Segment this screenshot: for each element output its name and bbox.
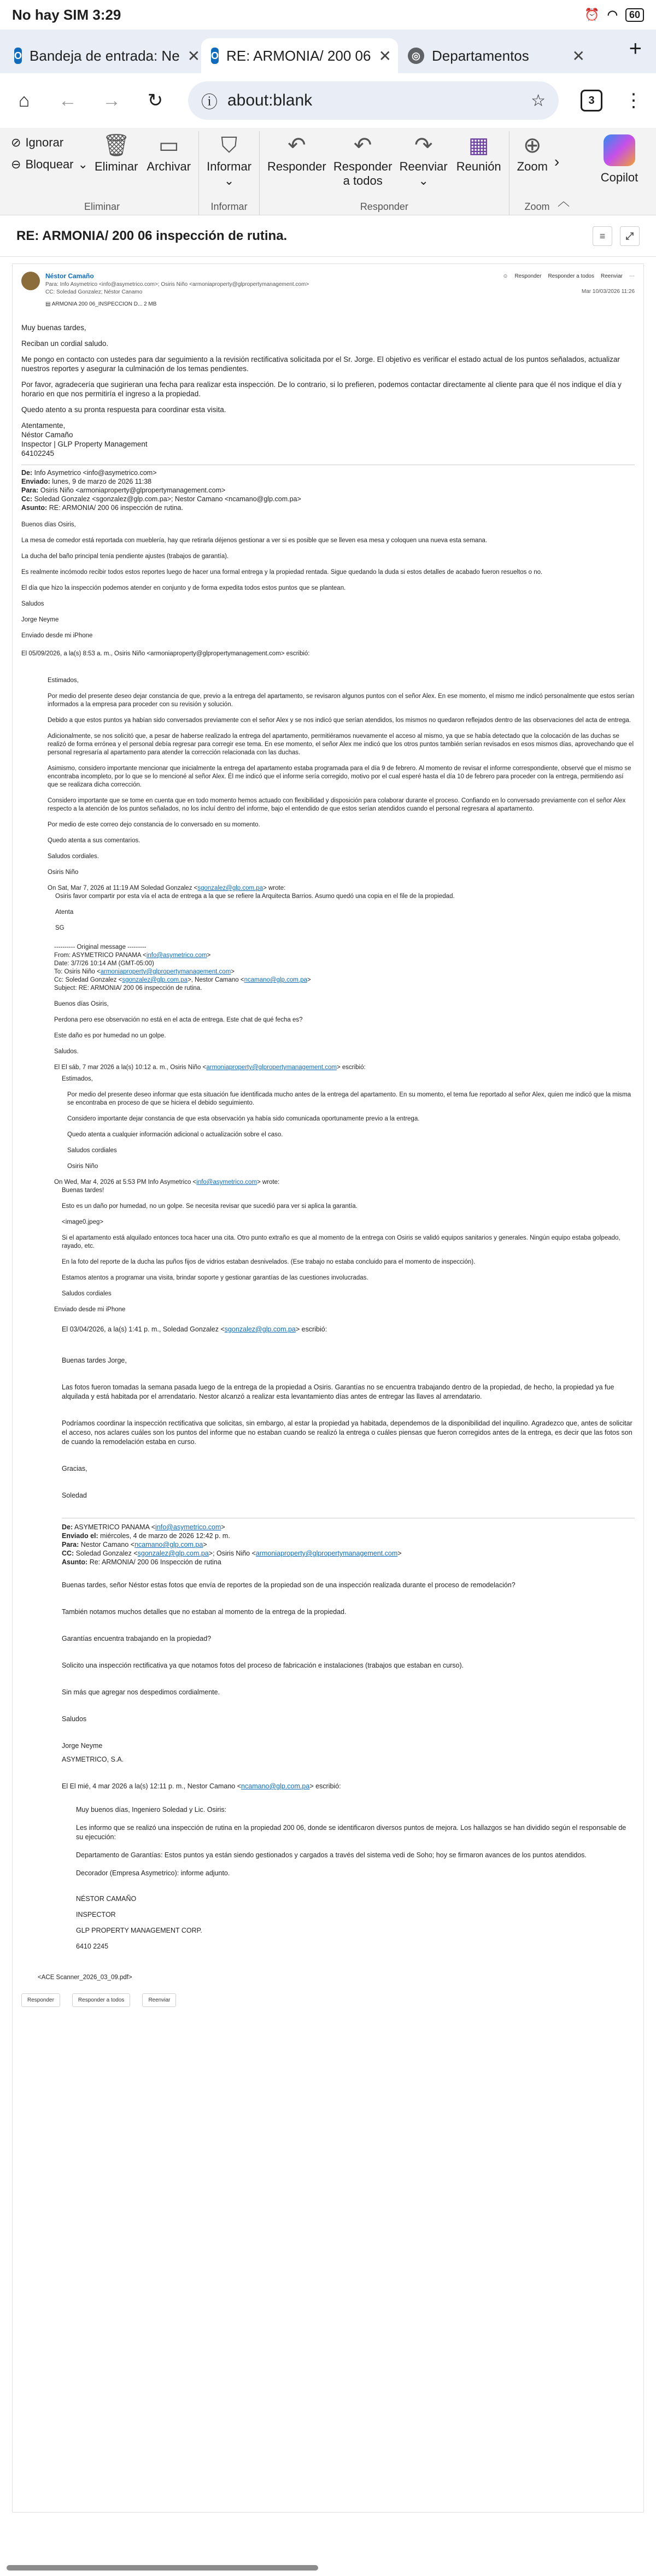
email-link[interactable]: sgonzalez@glp.com.pa xyxy=(197,885,263,891)
close-icon[interactable]: ✕ xyxy=(187,47,201,64)
body-text: En la foto del reporte de la ducha las puños fijos de vidrios estaban desnivelados. (Ese trabajo no estaba concluido para el momento de inspección). xyxy=(62,1259,476,1265)
body-text: Osiris Niño xyxy=(67,1163,98,1170)
pdf-icon: ▤ xyxy=(45,301,52,307)
alarm-icon: ⏰ xyxy=(584,8,600,21)
intro-text: On Sat, Mar 7, 2026 at 11:19 AM Soledad Gonzalez < xyxy=(48,885,198,891)
block-label: Bloquear xyxy=(25,157,74,171)
copilot-button[interactable] xyxy=(589,134,649,185)
ignore-label: Ignorar xyxy=(25,136,64,149)
quote-intro xyxy=(54,1064,635,1072)
body-section-5 xyxy=(54,943,635,1171)
fwd-cc: >; Osiris Niño < xyxy=(208,1550,256,1557)
body-text: Las fotos fueron tomadas la semana pasada luego de la entrega de la propiedad a Osiris. Garantías no se encuentra trabajando dentro de la propiedad, de hecho, la propiedad ya fue alquilada y está habitada por el arrendatario. Nestor alcanzó a realizar esta levantamiento días antes de entregar las llaves al arrendatario. xyxy=(62,1383,614,1400)
report-label: Informar xyxy=(207,160,252,173)
body-text: ASYMETRICO, S.A. xyxy=(62,1756,124,1763)
chevron-down-icon: ⌄ xyxy=(224,174,235,187)
body-text: Inspector | GLP Property Management xyxy=(21,440,148,448)
fwd-from: Info Asymetrico <info@asymetrico.com> xyxy=(34,469,157,477)
intro-text: El 03/04/2026, a la(s) 1:41 p. m., Soledad Gonzalez < xyxy=(62,1325,225,1333)
group-label: Zoom xyxy=(524,201,550,212)
orig-cc: >, Nestor Camano < xyxy=(188,977,244,983)
header-reply-button[interactable]: Responder xyxy=(514,273,542,279)
email-link[interactable]: ncamano@glp.com.pa xyxy=(244,977,307,983)
tab-inbox[interactable] xyxy=(4,38,201,73)
quoted-block xyxy=(55,893,635,932)
body-text: Enviado desde mi iPhone xyxy=(54,1306,126,1313)
body-section-1 xyxy=(21,323,635,458)
body-section-10 xyxy=(76,1805,635,1951)
calendar-icon: ▦ xyxy=(468,133,489,157)
body-text: 64102245 xyxy=(21,449,55,457)
header-actions xyxy=(502,272,635,281)
attachment-name: ARMONIA 200 06_INSPECCION D... 2 MB xyxy=(51,301,157,307)
globe-icon: ◎ xyxy=(408,48,424,64)
home-icon[interactable]: ⌂ xyxy=(18,90,30,111)
reply-all-label: Responder a todos xyxy=(333,160,393,187)
intro-text: > wrote: xyxy=(257,1179,280,1186)
body-text: 6410 2245 xyxy=(76,1943,109,1950)
body-section-7 xyxy=(54,1178,635,1314)
chevron-down-icon: ⌄ xyxy=(418,174,429,187)
body-text: Estamos atentos a programar una visita, brindar soporte y gestionar garantías de las cuestiones involucradas. xyxy=(62,1275,368,1281)
body-section-9 xyxy=(62,1581,635,1791)
fwd-subject: Re: ARMONIA/ 200 06 Inspección de rutina xyxy=(89,1558,221,1566)
body-text: Muy buenos días, Ingeniero Soledad y Lic. Osiris: xyxy=(76,1806,227,1814)
report-button[interactable] xyxy=(204,131,254,198)
body-text: Por medio del presente deseo informar que esta situación fue identificada mucho antes de la entrega del apartamento. En su momento, el tema fue reportado al señor Alex, quien me indicó que la misma se encontraba en proceso de que se hiciera el debido seguimiento. xyxy=(67,1092,631,1106)
body-text: Sin más que agregar nos despedimos cordialmente. xyxy=(62,1688,220,1696)
body-text: Solicito una inspección rectificativa ya que notamos fotos del proceso de fabricación e instalaciones (trabajos que estaban en curso). xyxy=(62,1662,464,1669)
quote-intro xyxy=(62,1325,635,1334)
quote-intro xyxy=(62,1782,635,1791)
orig-to: To: Osiris Niño < xyxy=(54,969,101,975)
body-text: Quedo atenta a cualquier información adicional o actualización sobre el caso. xyxy=(67,1131,283,1138)
chevron-down-icon: ⌄ xyxy=(78,157,88,171)
horizontal-scrollbar[interactable] xyxy=(7,2565,318,2571)
chevron-right-icon[interactable]: › xyxy=(554,153,560,170)
original-message-header: ---------- Original message --------- From: ASYMETRICO PANAMA <info@asymetrico.com> Date: 3/7/26 10:14 AM (GMT-05:00) To: Osiris Niño <armoniaproperty@glpropertymanagement.com> Cc: Soledad Gonzalez <sgonzalez@glp.com.pa>, Nestor Camano <ncamano@glp.com.pa> Subject: RE: ARMONIA/ 200 06 inspección de rutina. xyxy=(54,943,635,993)
ribbon-group-responder xyxy=(260,131,509,215)
group-label: Informar xyxy=(210,201,248,212)
group-label: Responder xyxy=(360,201,408,212)
forward-button[interactable] xyxy=(397,131,450,198)
forward-label: Reenviar xyxy=(399,160,448,173)
body-text: INSPECTOR xyxy=(76,1911,116,1918)
reply-all-button[interactable] xyxy=(333,131,393,198)
body-text: Por medio del presente deseo dejar constancia de que, previo a la entrega del apartamento, se revisaron algunos puntos con el señor Alex. En ese momento, el mismo me indicó personalmente que estos serían informados a la empresa para proceder con su revisión y solución. xyxy=(48,693,635,708)
ribbon-group-zoom xyxy=(509,131,565,215)
new-tab-button[interactable]: + xyxy=(629,36,642,61)
zoom-button[interactable] xyxy=(515,131,550,198)
status-carrier-time: No hay SIM 3:29 xyxy=(12,6,121,23)
body-text: La ducha del baño principal tenía pendiente ajustes (trabajos de garantía). xyxy=(21,553,229,560)
quote-intro xyxy=(48,884,635,893)
body-text: Es realmente incómodo recibir todos estos reportes luego de hacer una formal entrega y la propiedad rentada. Sigue quedando la duda si estos detalles de acabado fueron resueltos o no. xyxy=(21,569,543,576)
body-section-8 xyxy=(62,1325,635,1500)
body-text: Garantías encuentra trabajando en la propiedad? xyxy=(62,1635,212,1642)
quote-intro xyxy=(54,1178,635,1187)
body-section-4 xyxy=(48,884,635,932)
intro-text: El El sáb, 7 mar 2026 a la(s) 10:12 a. m., Osiris Niño < xyxy=(54,1064,207,1071)
bottom-forward-button[interactable]: Reenviar xyxy=(142,1993,176,2007)
body-text: Me pongo en contacto con ustedes para dar seguimiento a la revisión rectificativa solicitada por el Sr. Jorge. El objetivo es verificar el estado actual de los puntos señalados, actualizar nuestros reportes y asegurar la culminación de los temas pendientes. xyxy=(21,355,620,373)
body-text: El día que hizo la inspección podemos atender en conjunto y de forma expedita todos estos puntos que se plantean. xyxy=(21,585,346,591)
body-text: Buenos días Osiris, xyxy=(21,521,76,528)
meeting-label: Reunión xyxy=(456,160,501,173)
body-text: Buenas tardes, señor Néstor estas fotos que envía de reportes de la propiedad son de una inspección realizada durante el proceso de remodelación? xyxy=(62,1581,516,1589)
intro-text: El El mié, 4 mar 2026 a la(s) 12:11 p. m., Nestor Camano < xyxy=(62,1782,242,1790)
body-text: Atentamente, xyxy=(21,421,66,430)
subject-actions xyxy=(593,226,640,246)
body-text: Este daño es por humedad no un golpe. xyxy=(54,1032,166,1039)
copilot-label: Copilot xyxy=(600,171,639,184)
shield-icon: ⛉ xyxy=(221,133,238,157)
emoji-icon[interactable]: ☺ xyxy=(502,273,508,279)
sender-name[interactable]: Néstor Camaño xyxy=(45,272,94,280)
group-label: Eliminar xyxy=(84,201,120,212)
block-button[interactable] xyxy=(11,157,88,172)
orig-from: From: ASYMETRICO PANAMA < xyxy=(54,952,147,959)
signature xyxy=(21,421,635,458)
body-text: Osiris favor compartir por esta vía el acta de entrega a la que se refiere la Arquitecta Barrios. Asumo quedó una copia en el file de la propiedad. xyxy=(55,893,455,900)
reply-button[interactable] xyxy=(265,131,329,198)
body-text: Departamento de Garantías: Estos puntos ya están siendo gestionados y cargados a través del sistema vedi de Soho; hoy se firmaron avances de los puntos atendidos. xyxy=(76,1851,587,1859)
collapse-ribbon-icon[interactable]: ︿ xyxy=(558,195,570,208)
bookmark-star-icon[interactable]: ☆ xyxy=(531,91,546,110)
wifi-icon: ◠ xyxy=(607,8,618,21)
orig-date: Date: 3/7/26 10:14 AM (GMT-05:00) xyxy=(54,960,154,967)
intro-text: > escribió: xyxy=(309,1782,341,1790)
body-text: Atenta xyxy=(55,909,74,916)
body-text: Saludos cordiales xyxy=(67,1147,117,1154)
body-text: Saludos cordiales xyxy=(62,1290,112,1297)
intro-text: > escribió: xyxy=(295,1325,327,1333)
email-link[interactable]: sgonzalez@glp.com.pa xyxy=(122,977,188,983)
copilot-icon xyxy=(604,134,635,166)
body-text: Adicionalmente, se nos solicitó que, a pesar de haberse realizado la entrega del apartamento, permitiéramos nuevamente el acceso al mismo, ya que se había detectado que la colocación de las duchas se realizó de forma errónea y el personal debía regresar para corregir ese tema. En ese momento, el señor Alex me indicó que los otros puntos también serían revisados en esos mismos días, aprovechando que el personal regresaría al apartamento para atender la corrección relacionada con las duchas. xyxy=(48,733,634,756)
email-link[interactable]: ncamano@glp.com.pa xyxy=(241,1782,310,1790)
body-section-2 xyxy=(21,521,635,640)
orig-separator: ---------- Original message --------- xyxy=(54,944,147,950)
reply-all-icon: ↶ xyxy=(353,133,372,157)
email-link[interactable]: info@asymetrico.com xyxy=(146,952,207,959)
intro-text: On Wed, Mar 4, 2026 at 5:53 PM Info Asymetrico < xyxy=(54,1179,197,1186)
email-link[interactable]: sgonzalez@glp.com.pa xyxy=(137,1550,209,1557)
fwd-sent: lunes, 9 de marzo de 2026 11:38 xyxy=(52,478,152,485)
forward-header-1: De: Info Asymetrico <info@asymetrico.com> Enviado: lunes, 9 de marzo de 2026 11:38 Para: Osiris Niño <armoniaproperty@glpropertymanagement.com> Cc: Soledad Gonzalez <sgonzalez@glp.com.pa>; Nestor Camano <ncamano@glp.com.pa> Asunto: RE: ARMONIA/ 200 06 inspección de rutina. xyxy=(21,465,635,512)
archive-icon: ▭ xyxy=(158,133,179,157)
body-text: Néstor Camaño xyxy=(21,431,73,439)
address-bar[interactable] xyxy=(188,81,559,120)
tab-strip xyxy=(0,30,656,73)
body-text: Considero importante dejar constancia de que esta observación ya había sido comunicada oportunamente previo a la entrega. xyxy=(67,1116,420,1122)
message-header xyxy=(21,272,635,296)
email-link[interactable]: info@asymetrico.com xyxy=(196,1179,257,1186)
url-text: about:blank xyxy=(227,91,313,109)
attachment-chip[interactable] xyxy=(45,300,635,309)
body-text: Saludos. xyxy=(54,1048,79,1055)
body-text: SG xyxy=(55,925,65,931)
battery-icon: 60 xyxy=(625,8,644,22)
back-icon[interactable]: ← xyxy=(58,90,77,111)
body-text: Jorge Neyme xyxy=(62,1742,103,1750)
forward-header-2: De: ASYMETRICO PANAMA <info@asymetrico.com> Enviado el: miércoles, 4 de marzo de 2026 12:42 p. m. Para: Nestor Camano <ncamano@glp.com.pa> CC: Soledad Gonzalez <sgonzalez@glp.com.pa>; Osiris Niño <armoniaproperty@glpropertymanagement.com> Asunto: Re: ARMONIA/ 200 06 Inspección de rutina xyxy=(62,1518,635,1566)
body-text: Buenas tardes! xyxy=(62,1187,104,1194)
reply-label: Responder xyxy=(267,160,326,173)
fwd-cc: Soledad Gonzalez <sgonzalez@glp.com.pa>; Nestor Camano <ncamano@glp.com.pa> xyxy=(34,495,301,503)
ignore-button[interactable] xyxy=(11,136,88,150)
body-text: Por favor, agradecería que sugirieran una fecha para realizar esta inspección. De lo contrario, si lo prefieren, podemos contactar directamente al cliente para que él nos indique el día y horario en que nos permitiría el ingreso a la propiedad. xyxy=(21,380,622,398)
recipients-cc: CC: Soledad Gonzalez; Néstor Canamo xyxy=(45,289,143,295)
body-text: GLP PROPERTY MANAGEMENT CORP. xyxy=(76,1927,202,1934)
status-bar xyxy=(0,0,656,30)
body-text: NÉSTOR CAMAÑO xyxy=(76,1895,137,1903)
forward-icon: ↷ xyxy=(414,133,433,157)
body-text: Quedo atento a su pronta respuesta para coordinar esta visita. xyxy=(21,406,226,414)
tab-message[interactable] xyxy=(201,38,398,73)
block-icon: ⊖ xyxy=(11,157,21,171)
close-icon[interactable]: ✕ xyxy=(572,47,585,64)
email-subject: RE: ARMONIA/ 200 06 inspección de rutina. xyxy=(16,228,288,243)
body-text: Considero importante que se tome en cuenta que en todo momento hemos actuado con flexibilidad y disposición para colaborar durante el proceso. Confiando en lo conversado previamente con el señor Alex respecto a la atención de los puntos señalados, no los incluí dentro del informe, bajo el entendido de que estos serían atendidos cuando el personal regresara al apartamento. xyxy=(48,797,626,812)
delete-label: Eliminar xyxy=(94,160,138,173)
body-text: Estimados, xyxy=(48,677,79,684)
header-forward-button[interactable]: Reenviar xyxy=(600,273,623,279)
subject-bar xyxy=(0,215,656,257)
email-link[interactable]: armoniaproperty@glpropertymanagement.com xyxy=(206,1064,337,1071)
zoom-icon: ⊕ xyxy=(523,133,542,157)
email-link[interactable]: sgonzalez@glp.com.pa xyxy=(224,1325,296,1333)
body-text: Reciban un cordial saludo. xyxy=(21,339,109,348)
body-text: Decorador (Empresa Asymetrico): informe adjunto. xyxy=(76,1869,230,1877)
summary-icon[interactable]: ≡ xyxy=(593,226,612,246)
status-icons xyxy=(584,8,644,22)
body-text: Jorge Neyme xyxy=(21,617,59,623)
email-link[interactable]: armoniaproperty@glpropertymanagement.com xyxy=(255,1550,398,1557)
image-placeholder[interactable]: <image0.jpeg> xyxy=(62,1219,104,1225)
body-text: Quedo atenta a sus comentarios. xyxy=(48,837,140,844)
body-section-3 xyxy=(21,650,635,877)
message-body xyxy=(12,263,644,2513)
body-text: Estimados, xyxy=(62,1076,93,1082)
meeting-button[interactable] xyxy=(454,131,503,198)
body-text: Buenos días Osiris, xyxy=(54,1001,109,1007)
more-icon[interactable]: ⋯ xyxy=(629,273,635,279)
body-text: Les informo que se realizó una inspección de rutina en la propiedad 200 06, donde se identificaron diversos puntos de mejora. Los hallazgos se han dividido según el responsable de su ejecución: xyxy=(76,1824,626,1841)
fwd-sent: miércoles, 4 de marzo de 2026 12:42 p. m. xyxy=(100,1532,230,1540)
tab-title: Bandeja de entrada: Ne xyxy=(30,47,180,64)
trash-icon: 🗑 xyxy=(102,133,131,157)
tab-departamentos[interactable] xyxy=(398,38,595,73)
expand-icon[interactable]: ⤢ xyxy=(620,226,640,246)
orig-cc: Cc: Soledad Gonzalez < xyxy=(54,977,122,983)
email-link[interactable]: info@asymetrico.com xyxy=(155,1523,221,1531)
ribbon-toolbar xyxy=(0,128,656,215)
body-text: Muy buenas tardes, xyxy=(21,324,86,332)
email-link[interactable]: ncamano@glp.com.pa xyxy=(134,1541,203,1548)
message-date: Mar 10/03/2026 11:26 xyxy=(581,289,635,295)
fwd-subject: RE: ARMONIA/ 200 06 inspección de rutina. xyxy=(49,504,183,512)
quoted-block xyxy=(48,677,635,877)
body-text: Saludos xyxy=(62,1715,87,1723)
ribbon-group-informar xyxy=(199,131,260,215)
orig-subject: Subject: RE: ARMONIA/ 200 06 inspección de rutina. xyxy=(54,985,202,991)
body-text: Asimismo, considero importante mencionar que inicialmente la entrega del apartamento estaba programada para el día 9 de febrero. Al momento de revisar el informe correspondiente, observé que el mismo se encontraba incompleto, por lo que se lo mencioné al señor Alex. Él me indicó que el informe sería corregido, motivo por el cual esperé hasta el día 10 de febrero para proceder con la entrega, permitiendo así que se realizara dicha corrección. xyxy=(48,765,631,788)
body-text: Osiris Niño xyxy=(48,869,79,876)
bottom-reply-all-button[interactable]: Responder a todos xyxy=(72,1993,131,2007)
fwd-from: ASYMETRICO PANAMA < xyxy=(74,1523,156,1531)
avatar xyxy=(21,272,40,290)
intro-text: > escribió: xyxy=(336,1064,366,1071)
intro-text: > wrote: xyxy=(263,885,286,891)
body-text: Por medio de este correo dejo constancia de lo conversado en su momento. xyxy=(48,821,260,828)
body-text: Perdona pero ese observación no está en el acta de entrega. Este chat de qué fecha es? xyxy=(54,1017,303,1023)
tab-count-button[interactable]: 3 xyxy=(581,90,602,112)
fwd-to: Osiris Niño <armoniaproperty@glpropertymanagement.com> xyxy=(40,486,226,494)
quoted-block xyxy=(54,1187,635,1314)
menu-kebab-icon[interactable]: ⋮ xyxy=(624,90,643,111)
body-text: Podríamos coordinar la inspección rectificativa que solicitas, sin embargo, al estar la propiedad ya habitada, dependemos de la disponibilidad del inquilino. Agradezco que, antes de solicitar el acceso, nos aclares cuáles son los puntos del informe que no estaban cuando se realizó la entrega o cuáles piensas que fueron corregidos antes de la entrega, es decir que las fotos son de cuando la remodelación estaba en curso. xyxy=(62,1419,632,1446)
tab-title: RE: ARMONIA/ 200 06 xyxy=(226,47,371,64)
tab-title: Departamentos xyxy=(432,47,529,64)
body-text: Si el apartamento está alquilado entonces toca hacer una cita. Otro punto extraño es que al momento de la entrega con Osiris se validó equipos sanitarios y generales. Ningún equipo estaba golpeado, rayado, etc. xyxy=(62,1235,620,1249)
zoom-label: Zoom xyxy=(517,160,548,173)
attachment-reference[interactable]: <ACE Scanner_2026_03_09.pdf> xyxy=(38,1974,132,1981)
body-text: Gracias, xyxy=(62,1465,87,1472)
body-text: Saludos cordiales. xyxy=(48,853,99,860)
recipients-to: Para: Info Asymetrico <info@asymetrico.com>; Osiris Niño <armoniaproperty@glpropertymanagement.com> xyxy=(45,281,309,287)
email-link[interactable]: armoniaproperty@glpropertymanagement.com xyxy=(100,969,231,975)
body-text: Esto es un daño por humedad, no un golpe. Se necesita revisar que sucedió para ver si aplica la garantía. xyxy=(62,1203,358,1210)
body-text: Soledad xyxy=(62,1492,87,1499)
bottom-actions xyxy=(21,1993,635,2007)
delete-button[interactable] xyxy=(92,131,140,198)
bottom-reply-button[interactable]: Responder xyxy=(21,1993,60,2007)
close-icon[interactable]: ✕ xyxy=(378,47,391,64)
outlook-icon: O xyxy=(211,48,219,64)
quoted-block xyxy=(62,1075,635,1171)
ignore-icon: ⊘ xyxy=(11,136,21,149)
reload-icon[interactable]: ↻ xyxy=(147,90,163,111)
body-text: Debido a que estos puntos ya habían sido conversados previamente con el señor Alex y se nos indicó que serían atendidos, los mismos no quedaron reflejados dentro de las observaciones del acta de entrega. xyxy=(48,717,631,724)
body-text: La mesa de comedor está reportada con mueblería, hay que retirarla déjenos gestionar a ver si es posible que se lleven esa mesa y coloquen una nueva esta semana. xyxy=(21,537,488,544)
address-row xyxy=(0,73,656,128)
archive-label: Archivar xyxy=(147,160,191,173)
ribbon-group-eliminar xyxy=(5,131,199,215)
forward-icon[interactable]: → xyxy=(102,90,121,111)
info-icon[interactable]: ⓘ xyxy=(201,93,218,112)
fwd-cc: Soledad Gonzalez < xyxy=(75,1550,138,1557)
body-text: También notamos muchos detalles que no estaban al momento de la entrega de la propiedad. xyxy=(62,1608,347,1616)
body-text: Buenas tardes Jorge, xyxy=(62,1357,127,1364)
reply-icon: ↶ xyxy=(288,133,306,157)
header-reply-all-button[interactable]: Responder a todos xyxy=(548,273,594,279)
body-text: Saludos xyxy=(21,601,44,607)
outlook-icon: O xyxy=(14,48,22,64)
quote-intro: El 05/09/2026, a la(s) 8:53 a. m., Osiris Niño <armoniaproperty@glpropertymanagement.com> escribió: xyxy=(21,650,310,657)
body-text: Enviado desde mi iPhone xyxy=(21,632,93,639)
archive-button[interactable] xyxy=(144,131,193,198)
fwd-to: Nestor Camano < xyxy=(80,1541,135,1548)
